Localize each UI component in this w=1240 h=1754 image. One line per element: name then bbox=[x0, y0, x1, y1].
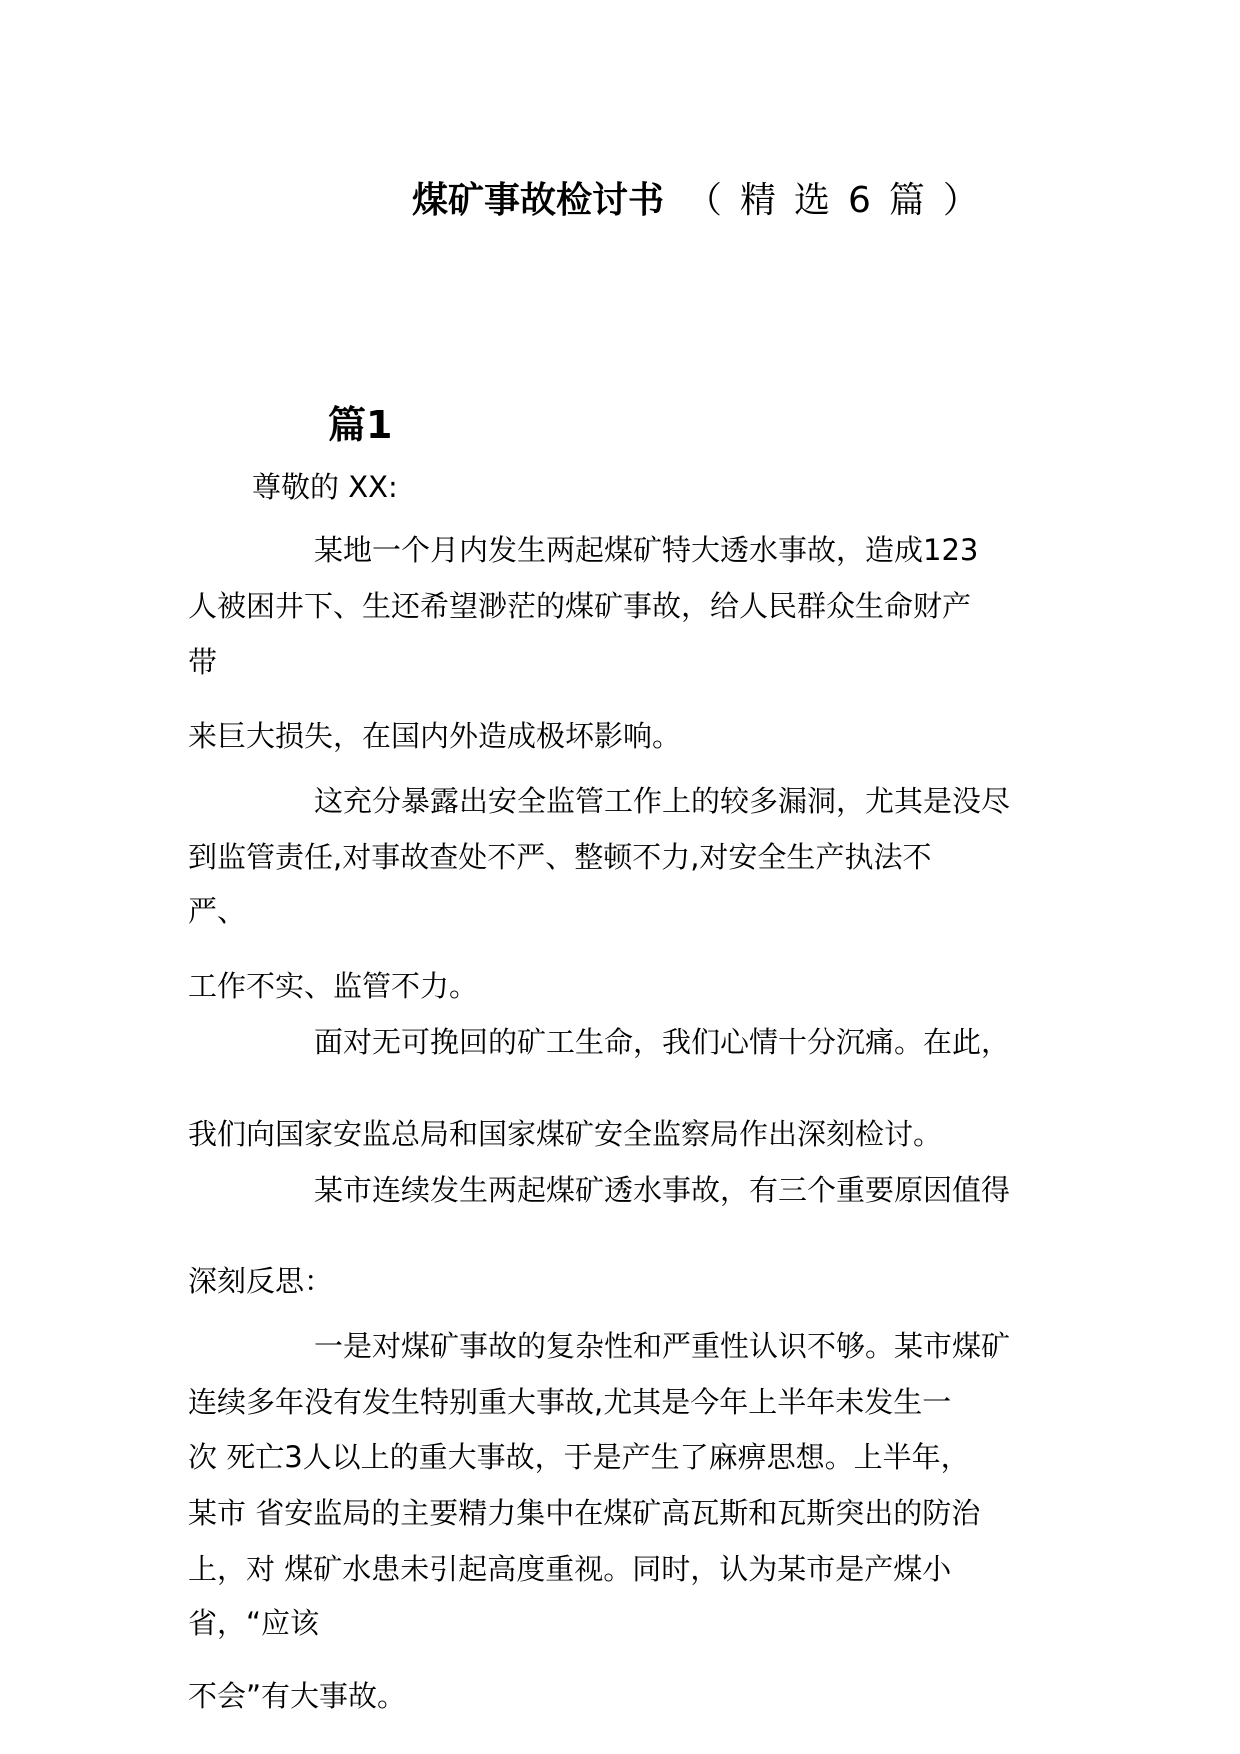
paragraph-line: 人被困井下、生还希望渺茫的煤矿事故，给人民群众生命财产 bbox=[188, 589, 972, 623]
paragraph-line: 某市连续发生两起煤矿透水事故，有三个重要原因值得 bbox=[314, 1173, 1011, 1207]
paragraph-line: 某市 省安监局的主要精力集中在煤矿高瓦斯和瓦斯突出的防治 bbox=[188, 1496, 981, 1530]
paragraph-line: 来巨大损失，在国内外造成极坏影响。 bbox=[188, 719, 682, 753]
paragraph-line: 严、 bbox=[188, 894, 247, 928]
paragraph-line: 这充分暴露出安全监管工作上的较多漏洞，尤其是没尽 bbox=[314, 784, 1011, 818]
document-title bbox=[412, 176, 997, 226]
paragraph-line: 带 bbox=[188, 645, 218, 679]
title-main: 煤矿事故检讨书 bbox=[412, 180, 665, 221]
paragraph-line: 我们向国家安监总局和国家煤矿安全监察局作出深刻检讨。 bbox=[188, 1117, 943, 1151]
title-suffix: （精选6篇） bbox=[686, 180, 997, 221]
paragraph-line: 不会”有大事故。 bbox=[188, 1679, 407, 1713]
paragraph-line: 上，对 煤矿水患未引起高度重视。同时，认为某市是产煤小 bbox=[188, 1552, 952, 1586]
salutation: 尊敬的 XX: bbox=[252, 470, 398, 504]
paragraph-line: 连续多年没有发生特别重大事故,尤其是今年上半年未发生一 bbox=[188, 1385, 952, 1419]
paragraph-line: 一是对煤矿事故的复杂性和严重性认识不够。某市煤矿 bbox=[314, 1329, 1011, 1363]
section-heading: 篇1 bbox=[328, 403, 393, 447]
paragraph-line: 面对无可挽回的矿工生命，我们心情十分沉痛。在此， bbox=[314, 1025, 1011, 1059]
paragraph-line: 省，“应该 bbox=[188, 1606, 320, 1640]
paragraph-line: 深刻反思： bbox=[188, 1264, 334, 1298]
paragraph-line: 到监管责任,对事故查处不严、整顿不力,对安全生产执法不 bbox=[188, 840, 932, 874]
paragraph-line: 某地一个月内发生两起煤矿特大透水事故，造成123 bbox=[314, 533, 979, 567]
paragraph-line: 次 死亡3人以上的重大事故，于是产生了麻痹思想。上半年， bbox=[188, 1440, 970, 1474]
paragraph-line: 工作不实、监管不力。 bbox=[188, 969, 479, 1003]
